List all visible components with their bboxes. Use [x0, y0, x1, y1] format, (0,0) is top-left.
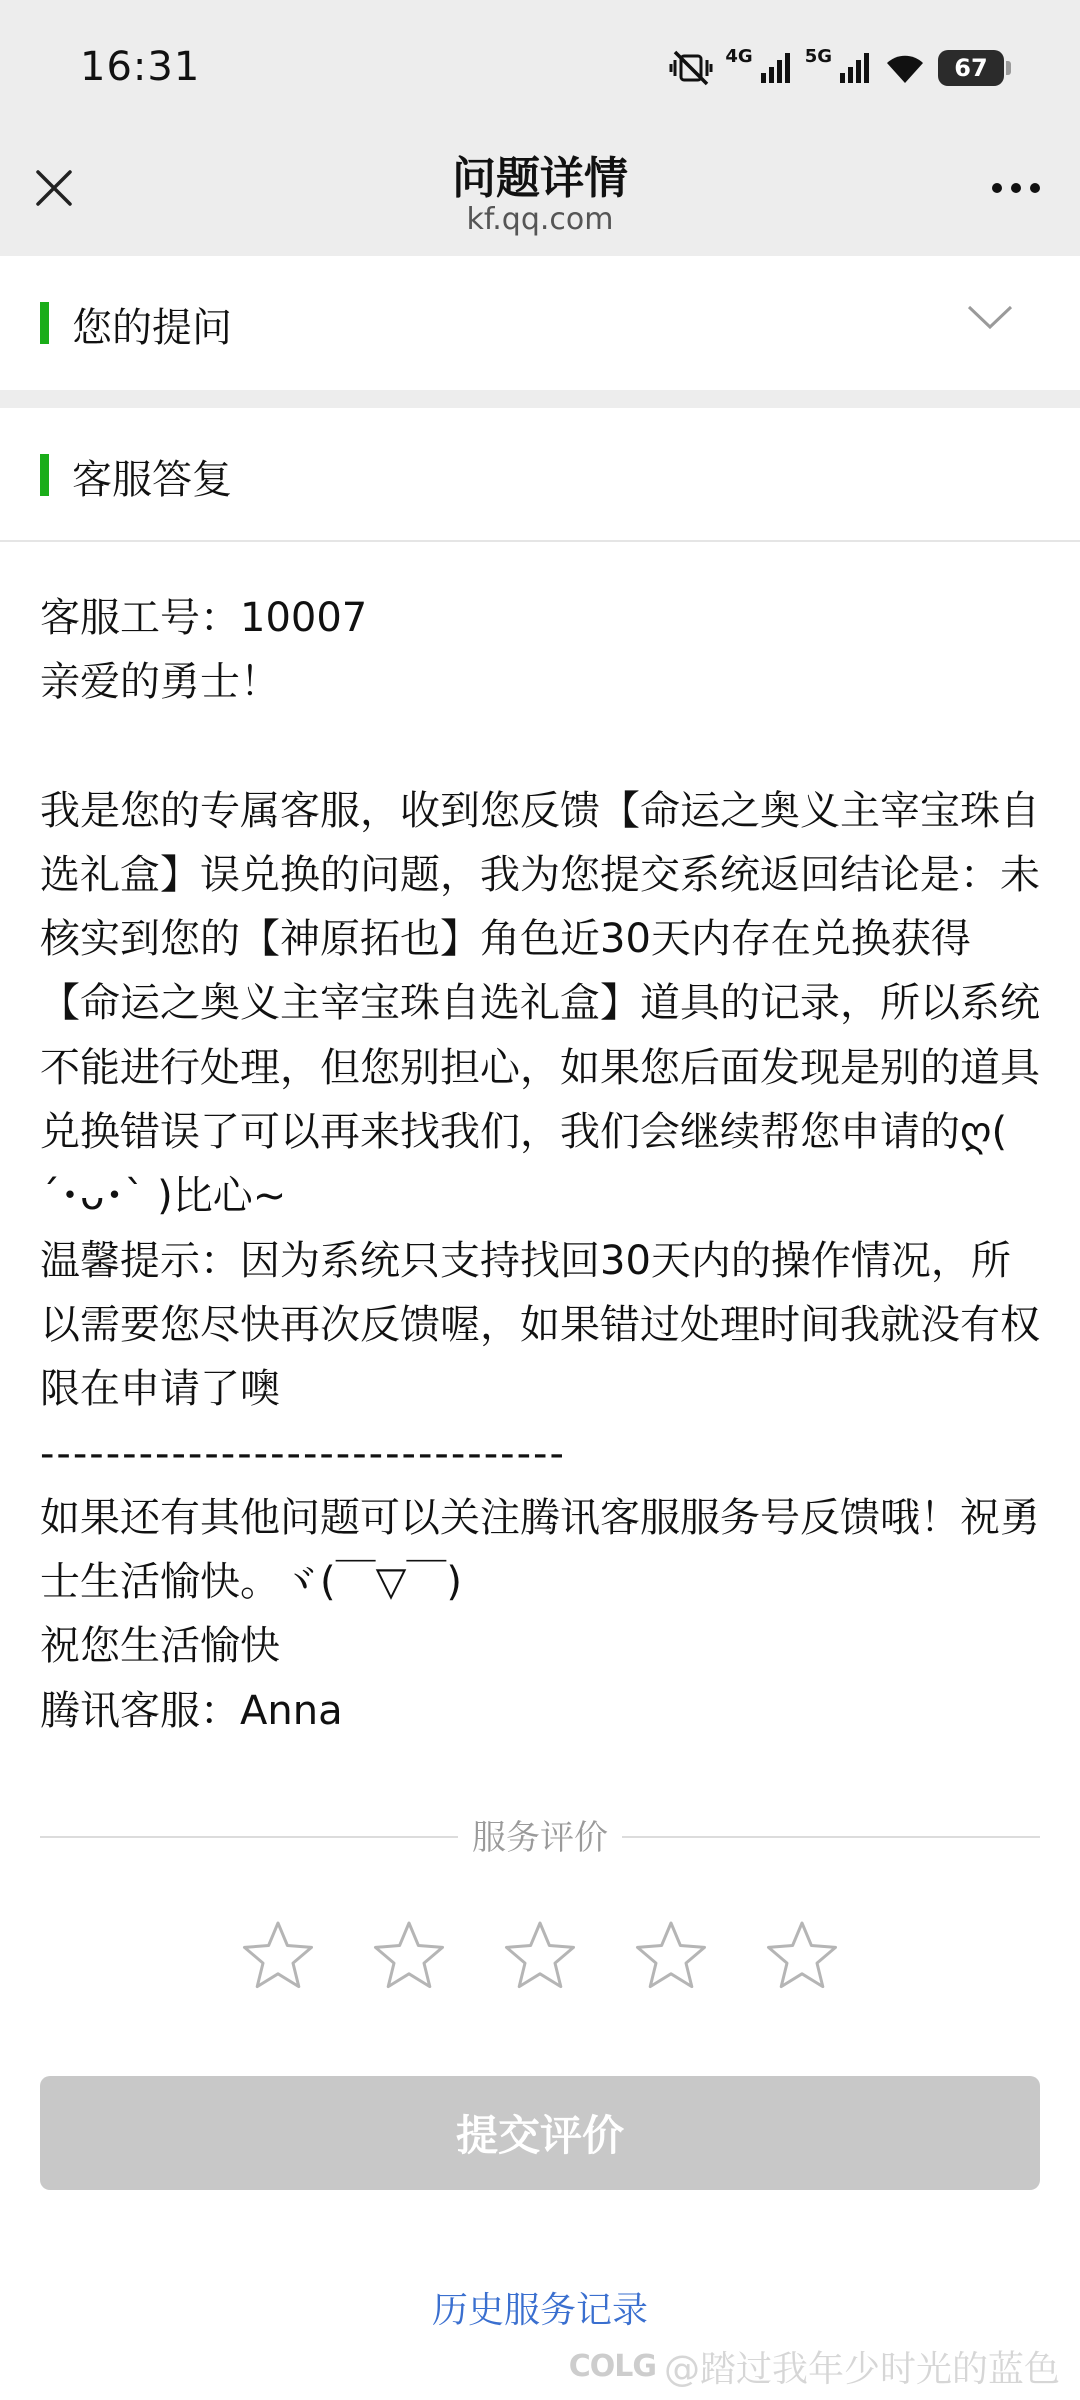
reply-section-label: 客服答复 — [72, 457, 232, 503]
page-header — [0, 136, 1080, 256]
reply-body — [40, 586, 1050, 1743]
section-separator — [0, 390, 1080, 408]
watermark-logo: COLG — [568, 2348, 656, 2384]
reply-blank-line — [40, 715, 1050, 779]
reply-dash-separator: -------------------------------- — [40, 1430, 566, 1477]
submit-rating-button[interactable]: 提交评价 — [40, 2076, 1040, 2190]
star-outline-icon[interactable] — [240, 1918, 316, 1994]
question-section-label: 您的提问 — [72, 305, 232, 351]
more-button[interactable] — [980, 156, 1052, 220]
more-icon-dot — [992, 183, 1002, 193]
star-outline-icon[interactable] — [633, 1918, 709, 1994]
more-icon-dot — [1011, 183, 1021, 193]
chevron-down-icon[interactable] — [966, 302, 1014, 332]
reply-wish: 祝您生活愉快 — [40, 1623, 280, 1670]
more-icon-dot — [1030, 183, 1040, 193]
star-rating — [240, 1918, 840, 1998]
mute-vibrate-icon — [669, 48, 713, 88]
section-accent-bar — [40, 454, 49, 496]
reply-greeting: 亲爱的勇士！ — [40, 659, 280, 706]
star-outline-icon[interactable] — [502, 1918, 578, 1994]
star-outline-icon[interactable] — [764, 1918, 840, 1994]
history-records-link[interactable]: 历史服务记录 — [431, 2290, 648, 2331]
reply-signature: 腾讯客服：Anna — [40, 1687, 343, 1734]
reply-agent-id: 客服工号：10007 — [40, 595, 368, 641]
rating-label: 服务评价 — [472, 1818, 608, 1858]
wifi-icon — [884, 51, 926, 85]
status-icons — [669, 44, 1004, 92]
battery-icon — [938, 50, 1004, 86]
top-area — [0, 0, 1080, 256]
rating-line-right — [622, 1836, 1040, 1838]
rating-header — [40, 1810, 1040, 1864]
signal-icon — [759, 51, 793, 85]
section-accent-bar — [40, 302, 49, 344]
question-section-header[interactable] — [0, 256, 1080, 390]
signal-icon — [838, 51, 872, 85]
page-domain: kf.qq.com — [466, 202, 614, 237]
status-time: 16:31 — [80, 44, 201, 90]
reply-section-header — [0, 408, 1080, 542]
reply-paragraph: 我是您的专属客服，收到您反馈【命运之奥义主宰宝珠自选礼盒】误兑换的问题，我为您提交系统返回结论是：未核实到您的【神原拓也】角色近30天内存在兑换获得【命运之奥义主宰宝珠自选礼盒】道具的记录，所以系统不能进行处理，但您别担心，如果您后面发现是别的道具兑换错误了可以再来找我们，我们会继续帮您申请的ღ( ´･ᴗ･` )比心~ — [40, 787, 1040, 1220]
battery-level: 67 — [954, 54, 988, 82]
network-5g-label: 5G — [804, 45, 832, 67]
status-bar — [0, 0, 1080, 136]
reply-tip: 温馨提示：因为系统只支持找回30天内的操作情况，所以需要您尽快再次反馈喔，如果错过处理时间我就没有权限在申请了噢 — [40, 1237, 1040, 1413]
reply-closing: 如果还有其他问题可以关注腾讯客服服务号反馈哦！祝勇士生活愉快。ヾ(￣▽￣) — [40, 1494, 1040, 1606]
page-title: 问题详情 — [452, 153, 628, 204]
divider — [0, 540, 1080, 542]
star-outline-icon[interactable] — [371, 1918, 447, 1994]
watermark — [569, 2340, 1060, 2392]
watermark-text: @踏过我年少时光的蓝色 — [663, 2348, 1060, 2390]
network-4g-label: 4G — [725, 45, 753, 67]
